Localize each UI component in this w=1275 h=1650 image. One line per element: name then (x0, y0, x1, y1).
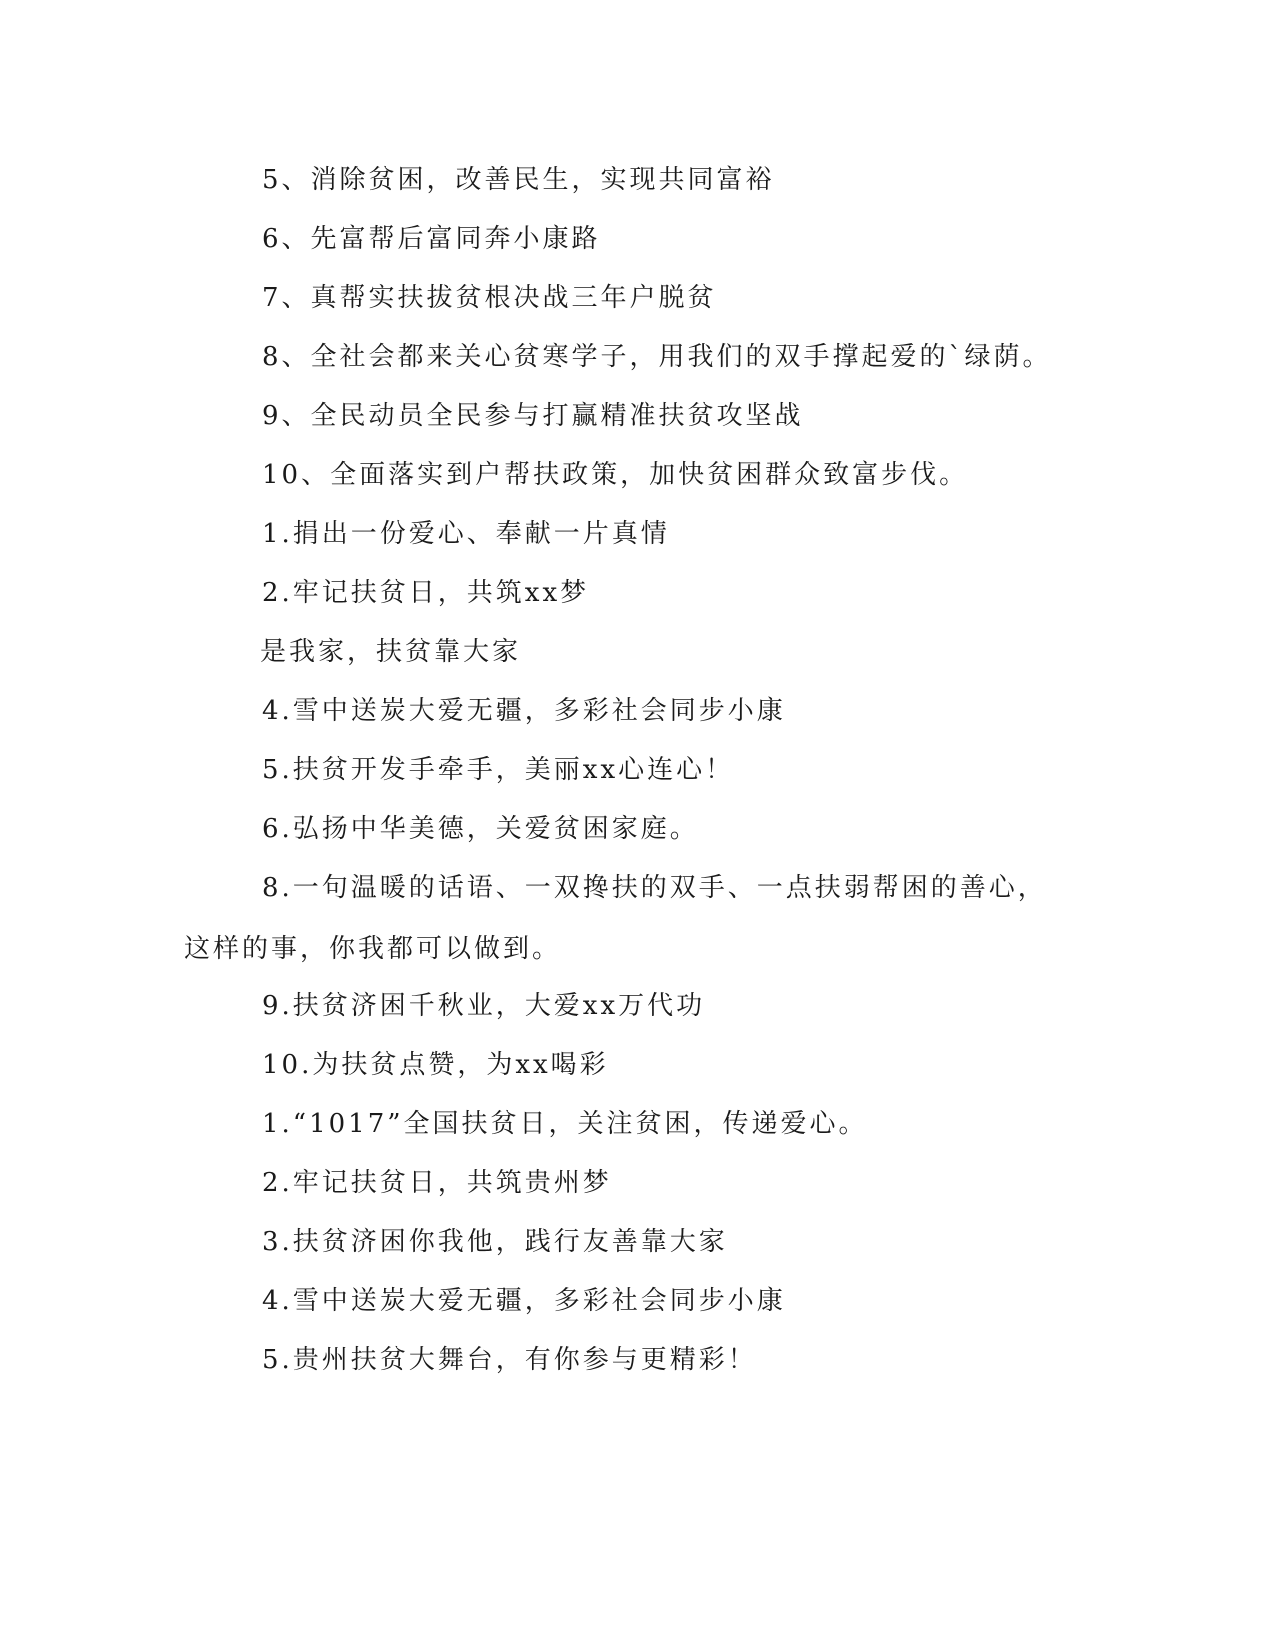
paragraph: 6、先富帮后富同奔小康路 (262, 224, 601, 254)
paragraph: 是我家，扶贫靠大家 (260, 637, 522, 667)
paragraph: 8.一句温暖的话语、一双搀扶的双手、一点扶弱帮困的善心，这样的事，你我都可以做到。 (184, 873, 1047, 964)
paragraph: 5.扶贫开发手牵手，美丽xx心连心！ (262, 755, 735, 785)
paragraph: 5、消除贫困，改善民生，实现共同富裕 (262, 165, 775, 195)
paragraph: 3.扶贫济困你我他，践行友善靠大家 (262, 1227, 728, 1257)
paragraph: 5.贵州扶贫大舞台，有你参与更精彩！ (262, 1345, 757, 1375)
paragraph: 1.捐出一份爱心、奉献一片真情 (262, 519, 670, 549)
paragraph: 2.牢记扶贫日，共筑xx梦 (262, 578, 590, 608)
paragraph: 2.牢记扶贫日，共筑贵州梦 (262, 1168, 612, 1198)
paragraph: 6.弘扬中华美德，关爱贫困家庭。 (262, 814, 699, 844)
paragraph: 4.雪中送炭大爱无疆，多彩社会同步小康 (262, 696, 786, 726)
paragraph: 9.扶贫济困千秋业，大爱xx万代功 (262, 991, 706, 1021)
paragraph: 10.为扶贫点赞，为xx喝彩 (262, 1050, 609, 1080)
paragraph: 1.“1017”全国扶贫日，关注贫困，传递爱心。 (262, 1109, 868, 1139)
paragraph: 9、全民动员全民参与打赢精准扶贫攻坚战 (262, 401, 804, 431)
paragraph: 4.雪中送炭大爱无疆，多彩社会同步小康 (262, 1286, 786, 1316)
paragraph: 7、真帮实扶拔贫根决战三年户脱贫 (262, 283, 717, 313)
paragraph: 8、全社会都来关心贫寒学子，用我们的双手撑起爱的`绿荫。 (262, 342, 1052, 372)
paragraph: 10、全面落实到户帮扶政策，加快贫困群众致富步伐。 (262, 460, 969, 490)
